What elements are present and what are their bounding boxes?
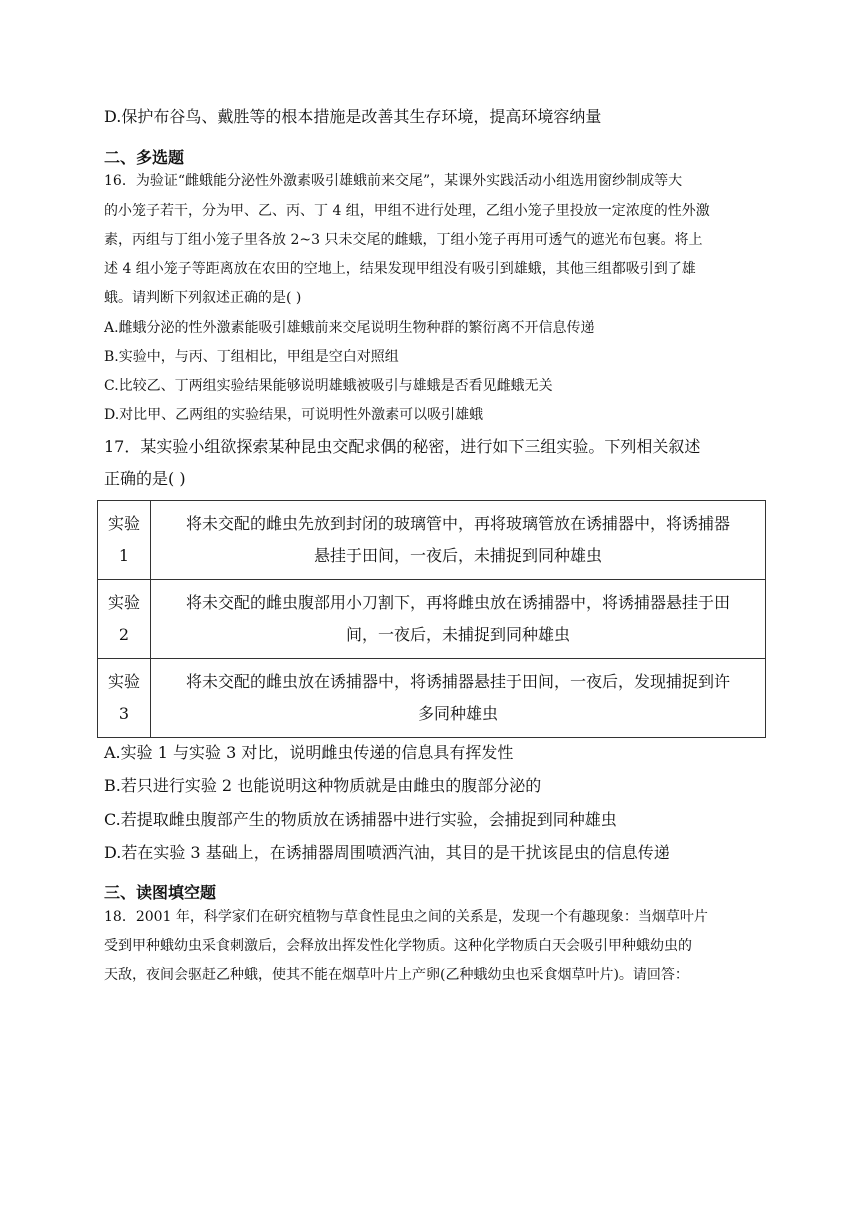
q17-stem-line: 正确的是( ) <box>104 469 186 488</box>
experiment-label-cell <box>98 659 151 738</box>
q18-stem-line: 受到甲种蛾幼虫采食刺激后，会释放出挥发性化学物质。这种化学物质白天会吸引甲种蛾幼虫的 <box>104 938 692 954</box>
table-row <box>98 580 766 659</box>
experiment-description-cell <box>151 580 766 659</box>
experiment-label-cell <box>98 501 151 580</box>
q16-stem-line: 的小笼子若干，分为甲、乙、丙、丁 4 组，甲组不进行处理，乙组小笼子里投放一定浓度的性外激 <box>104 203 710 219</box>
q16-stem-line: 16．为验证“雌蛾能分泌性外激素吸引雄蛾前来交尾”，某课外实践活动小组选用窗纱制成等大 <box>104 173 683 189</box>
experiment-number: 2 <box>118 625 130 644</box>
experiment-description-cell <box>151 501 766 580</box>
section-heading-multiple-choice: 二、多选题 <box>104 148 185 167</box>
q16-stem-line: 蛾。请判断下列叙述正确的是( ) <box>104 290 302 306</box>
experiment-table <box>97 500 766 738</box>
experiment-description-line: 将未交配的雌虫腹部用小刀割下，再将雌虫放在诱捕器中，将诱捕器悬挂于田 <box>185 593 730 612</box>
experiment-label: 实验 <box>107 514 140 533</box>
experiment-number: 3 <box>118 704 130 723</box>
table-row <box>98 659 766 738</box>
q17-option-a: A.实验 1 与实验 3 对比，说明雌虫传递的信息具有挥发性 <box>104 743 514 762</box>
q17-option-d: D.若在实验 3 基础上，在诱捕器周围喷洒汽油，其目的是干扰该昆虫的信息传递 <box>104 843 670 862</box>
section-heading-reading-figure: 三、读图填空题 <box>104 883 217 902</box>
experiment-description-line: 间，一夜后，未捕捉到同种雄虫 <box>345 625 570 644</box>
experiment-description-line: 悬挂于田间，一夜后，未捕捉到同种雄虫 <box>313 546 602 565</box>
q15-option-d: D.保护布谷鸟、戴胜等的根本措施是改善其生存环境，提高环境容纳量 <box>104 107 602 126</box>
experiment-description-line: 将未交配的雌虫先放到封闭的玻璃管中，再将玻璃管放在诱捕器中，将诱捕器 <box>185 514 730 533</box>
experiment-label-cell <box>98 580 151 659</box>
q16-option-d: D.对比甲、乙两组的实验结果，可说明性外激素可以吸引雄蛾 <box>104 407 484 423</box>
experiment-label: 实验 <box>107 593 140 612</box>
q16-option-a: A.雌蛾分泌的性外激素能吸引雄蛾前来交尾说明生物种群的繁衍离不开信息传递 <box>104 320 595 336</box>
q16-option-c: C.比较乙、丁两组实验结果能够说明雄蛾被吸引与雄蛾是否看见雌蛾无关 <box>104 378 553 394</box>
experiment-description-line: 多同种雄虫 <box>417 704 498 723</box>
q17-option-c: C.若提取雌虫腹部产生的物质放在诱捕器中进行实验，会捕捉到同种雄虫 <box>104 810 617 829</box>
q18-stem-line: 18．2001 年，科学家们在研究植物与草食性昆虫之间的关系是，发现一个有趣现象：当烟草叶片 <box>104 909 708 925</box>
q17-option-b: B.若只进行实验 2 也能说明这种物质就是由雌虫的腹部分泌的 <box>104 776 542 795</box>
q16-stem-line: 素，丙组与丁组小笼子里各放 2~3 只未交尾的雌蛾，丁组小笼子再用可透气的遮光布包裹。将上 <box>104 232 703 248</box>
q17-stem-line: 17．某实验小组欲探索某种昆虫交配求偶的秘密，进行如下三组实验。下列相关叙述 <box>104 437 701 456</box>
q16-stem-line: 述 4 组小笼子等距离放在农田的空地上，结果发现甲组没有吸引到雄蛾，其他三组都吸引到了雄 <box>104 261 696 277</box>
experiment-label: 实验 <box>107 672 140 691</box>
q18-stem-line: 天敌，夜间会驱赶乙种蛾，使其不能在烟草叶片上产卵(乙种蛾幼虫也采食烟草叶片)。请回答： <box>104 967 689 983</box>
experiment-description-cell <box>151 659 766 738</box>
experiment-description-line: 将未交配的雌虫放在诱捕器中，将诱捕器悬挂于田间，一夜后，发现捕捉到许 <box>185 672 730 691</box>
experiment-number: 1 <box>118 546 130 565</box>
table-row <box>98 501 766 580</box>
q16-option-b: B.实验中，与丙、丁组相比，甲组是空白对照组 <box>104 349 399 365</box>
